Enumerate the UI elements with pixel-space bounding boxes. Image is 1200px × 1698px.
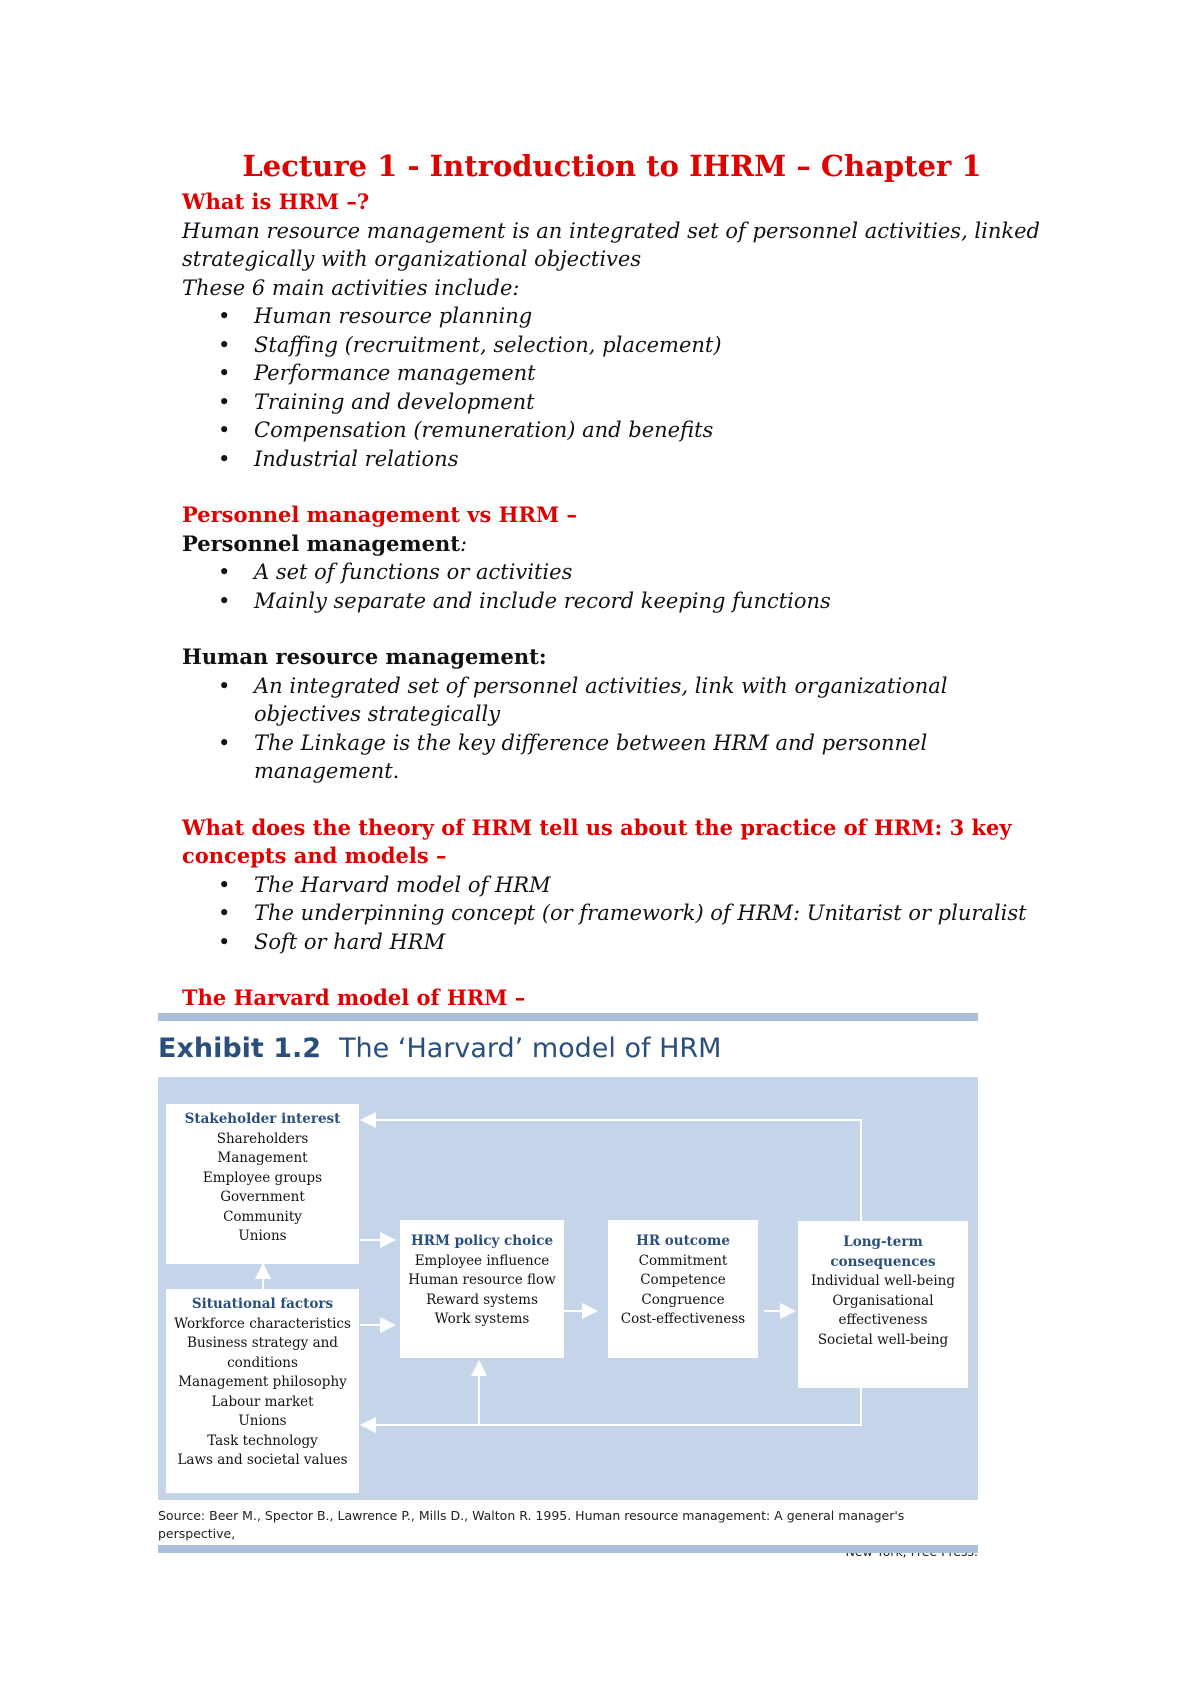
section-heading-theory-of-hrm: What does the theory of HRM tell us about the practice of HRM: 3 key concepts and models – [182, 814, 1012, 868]
box-line: Shareholders [216, 1130, 309, 1147]
exhibit-bottom-rule [158, 1545, 978, 1553]
bullet-icon: • [218, 446, 231, 471]
box-line: Congruence [641, 1291, 725, 1308]
list-item-text: An integrated set of personnel activities, link with organizational objectives strategically [254, 673, 948, 726]
exhibit-top-rule [158, 1013, 978, 1021]
box-line: Employee influence [414, 1252, 550, 1269]
activities-intro: These 6 main activities include: [182, 275, 520, 300]
box-line: Competence [640, 1272, 726, 1288]
list-item [182, 445, 1042, 474]
list-item [182, 871, 1042, 900]
list-item [182, 587, 1042, 616]
list-item-text: Industrial relations [254, 446, 459, 471]
list-item-text: The Harvard model of HRM [254, 872, 551, 897]
stakeholder-heading: Stakeholder interest [184, 1111, 341, 1127]
box-line: Human resource flow [408, 1272, 556, 1288]
box-line: Management [217, 1150, 308, 1166]
box-line: Government [220, 1189, 305, 1205]
list-item-text: Staffing (recruitment, selection, placement) [254, 332, 722, 357]
box-line: conditions [227, 1354, 298, 1371]
personnel-management-heading: Personnel management [182, 530, 460, 556]
personnel-management-label [182, 530, 1042, 559]
bullet-icon: • [218, 560, 231, 584]
box-line: Laws and societal values [177, 1452, 348, 1468]
exhibit-number: Exhibit 1.2 [158, 1033, 322, 1064]
box-line: Unions [238, 1413, 287, 1429]
stakeholder-interest-box [166, 1104, 359, 1264]
list-item-text: Mainly separate and include record keeping functions [254, 588, 831, 613]
box-line: Task technology [207, 1432, 318, 1449]
personnel-management-list [182, 558, 1042, 615]
list-item-text: Soft or hard HRM [254, 929, 446, 954]
bullet-icon: • [218, 304, 231, 328]
list-item-text: Compensation (remuneration) and benefits [254, 418, 714, 442]
bullet-icon: • [218, 389, 231, 414]
situational-heading: Situational factors [191, 1296, 334, 1312]
list-item-text: Performance management [254, 361, 536, 385]
section-heading-what-is-hrm: What is HRM –? [182, 189, 370, 214]
source-line: Source: Beer M., Spector B., Lawrence P., Mills D., Walton R. 1995. Human resource management: A general manager's perspective, [158, 1508, 905, 1541]
hrm-list [182, 672, 1042, 786]
box-line: Cost-effectiveness [620, 1311, 746, 1327]
box-line: Individual well-being [811, 1273, 955, 1289]
feedback-loop-bottom [362, 1384, 861, 1425]
box-line: Workforce characteristics [174, 1315, 351, 1332]
list-item-text: The underpinning concept (or framework) of HRM: Unitarist or pluralist [254, 901, 1027, 925]
colon: : [459, 531, 468, 556]
consequences-heading: Long-term consequences [830, 1234, 936, 1270]
activities-list [182, 302, 1042, 473]
list-item-text: The Linkage is the key difference between HRM and personnel management. [254, 730, 928, 783]
list-item-text: A set of functions or activities [254, 560, 573, 584]
concepts-list [182, 871, 1042, 957]
list-item [182, 302, 1042, 331]
box-line: Reward systems [426, 1291, 538, 1308]
box-line: Labour market [211, 1393, 314, 1410]
hrm-definition: Human resource management is an integrated set of personnel activities, linked strategically with organizational objectives [182, 218, 1040, 271]
list-item [182, 928, 1042, 957]
bullet-icon: • [218, 588, 231, 613]
list-item [182, 729, 1042, 786]
outcome-heading: HR outcome [636, 1233, 730, 1249]
bullet-icon: • [218, 929, 231, 954]
page-title: Lecture 1 - Introduction to IHRM – Chapter 1 [242, 149, 982, 183]
box-line: Employee groups [202, 1169, 323, 1186]
situational-factors-box [166, 1289, 359, 1493]
exhibit-title [158, 1033, 721, 1064]
box-line: Work systems [434, 1311, 530, 1327]
list-item [182, 331, 1042, 360]
list-item-text: Human resource planning [254, 304, 533, 328]
section-heading-personnel-vs-hrm: Personnel management vs HRM – [182, 502, 577, 527]
bullet-icon: • [218, 730, 231, 755]
section-heading-harvard-model: The Harvard model of HRM – [182, 985, 526, 1010]
long-term-consequences-box [798, 1221, 968, 1388]
bullet-icon: • [218, 332, 231, 357]
list-item [182, 388, 1042, 417]
feedback-loop-top [362, 1120, 861, 1221]
hrm-policy-choice-box [400, 1220, 564, 1358]
box-line: Commitment [638, 1252, 728, 1269]
bullet-icon: • [218, 872, 231, 897]
bullet-icon: • [218, 901, 231, 925]
list-item [182, 672, 1042, 729]
hr-outcome-box [608, 1220, 758, 1358]
exhibit-caption: The ‘Harvard’ model of HRM [339, 1033, 722, 1064]
list-item [182, 359, 1042, 388]
box-line: Organisational [832, 1292, 934, 1309]
lecture-notes [182, 148, 1042, 1013]
policy-heading: HRM policy choice [410, 1233, 554, 1249]
box-line: Business strategy and [187, 1335, 338, 1351]
list-item [182, 416, 1042, 445]
box-line: effectiveness [838, 1312, 928, 1328]
list-item [182, 558, 1042, 587]
bullet-icon: • [218, 418, 231, 442]
box-line: Unions [238, 1228, 287, 1244]
box-line: Management philosophy [178, 1374, 347, 1390]
bullet-icon: • [218, 673, 231, 698]
box-line: Societal well-being [817, 1331, 949, 1348]
harvard-model-exhibit [158, 1013, 978, 1553]
list-item-text: Training and development [254, 389, 535, 414]
box-line: Community [223, 1208, 302, 1225]
bullet-icon: • [218, 361, 231, 385]
list-item [182, 899, 1042, 928]
hrm-heading: Human resource management: [182, 644, 547, 669]
